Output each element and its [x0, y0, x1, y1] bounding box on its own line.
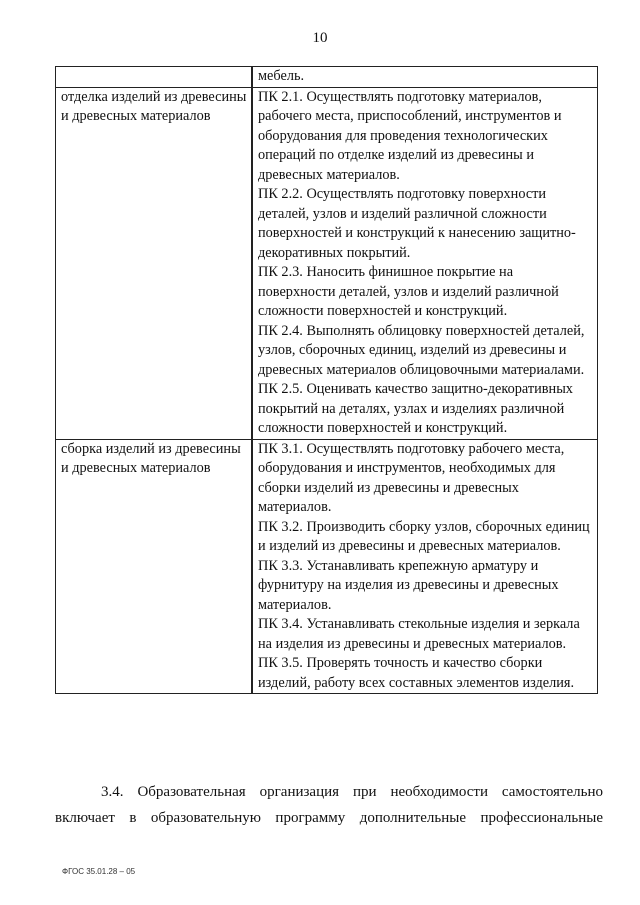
competency-item: ПК 2.1. Осуществлять подготовку материалов, рабочего места, приспособлений, инструментов и оборудования для проведения технологических операций по отделке изделий из древесины и древесных материалов.: [258, 88, 562, 183]
table-row: [56, 87, 598, 439]
competency-item: ПК 3.1. Осуществлять подготовку рабочего места, оборудования и инструментов, необходимых для сборки изделий из древесины и древесных материалов.: [258, 440, 565, 515]
competency-item: ПК 3.3. Устанавливать крепежную арматуру и фурнитуру на изделия из древесины и древесных материалов.: [258, 557, 559, 613]
paragraph-line: включает в образовательную программу дополнительные профессиональные: [55, 810, 603, 826]
competency-item: мебель.: [258, 68, 305, 84]
competency-cell: [252, 67, 598, 88]
paragraph-line: 3.4. Образовательная организация при необходимости самостоятельно: [101, 784, 603, 800]
competency-item: ПК 3.2. Производить сборку узлов, сборочных единиц и изделий из древесины и древесных материалов.: [258, 518, 590, 554]
competency-item: ПК 2.2. Осуществлять подготовку поверхности деталей, узлов и изделий различной сложности поверхностей и конструкций к нанесению защитно-декоративных покрытий.: [258, 186, 576, 261]
document-code: ФГОС 35.01.28 – 05: [62, 867, 136, 876]
activity-cell: сборка изделий из древесины и древесных материалов: [56, 439, 253, 694]
competency-item: ПК 3.4. Устанавливать стекольные изделия и зеркала на изделия из древесины и древесных материалов.: [258, 616, 580, 652]
competency-cell: [252, 439, 598, 694]
page-number: 10: [312, 30, 328, 46]
competency-item: ПК 2.3. Наносить финишное покрытие на поверхности деталей, узлов и изделий различной сложности поверхностей и конструкций.: [258, 264, 559, 319]
activity-cell: [56, 67, 253, 88]
competency-item: ПК 2.4. Выполнять облицовку поверхностей деталей, узлов, сборочных единиц, изделий из древесины и древесных материалов облицовочными материалами.: [258, 322, 585, 378]
competency-item: ПК 3.5. Проверять точность и качество сборки изделий, работу всех составных элементов изделия.: [258, 655, 575, 691]
table-row: [56, 67, 598, 88]
activity-cell: отделка изделий из древесины и древесных материалов: [56, 87, 253, 439]
competency-table: [55, 66, 598, 694]
competency-cell: [252, 87, 598, 439]
table-row: [56, 439, 598, 694]
body-paragraph: [55, 779, 603, 831]
competency-item: ПК 2.5. Оценивать качество защитно-декоративных покрытий на деталях, узлах и изделиях различной сложности поверхностей и конструкций.: [258, 381, 573, 436]
